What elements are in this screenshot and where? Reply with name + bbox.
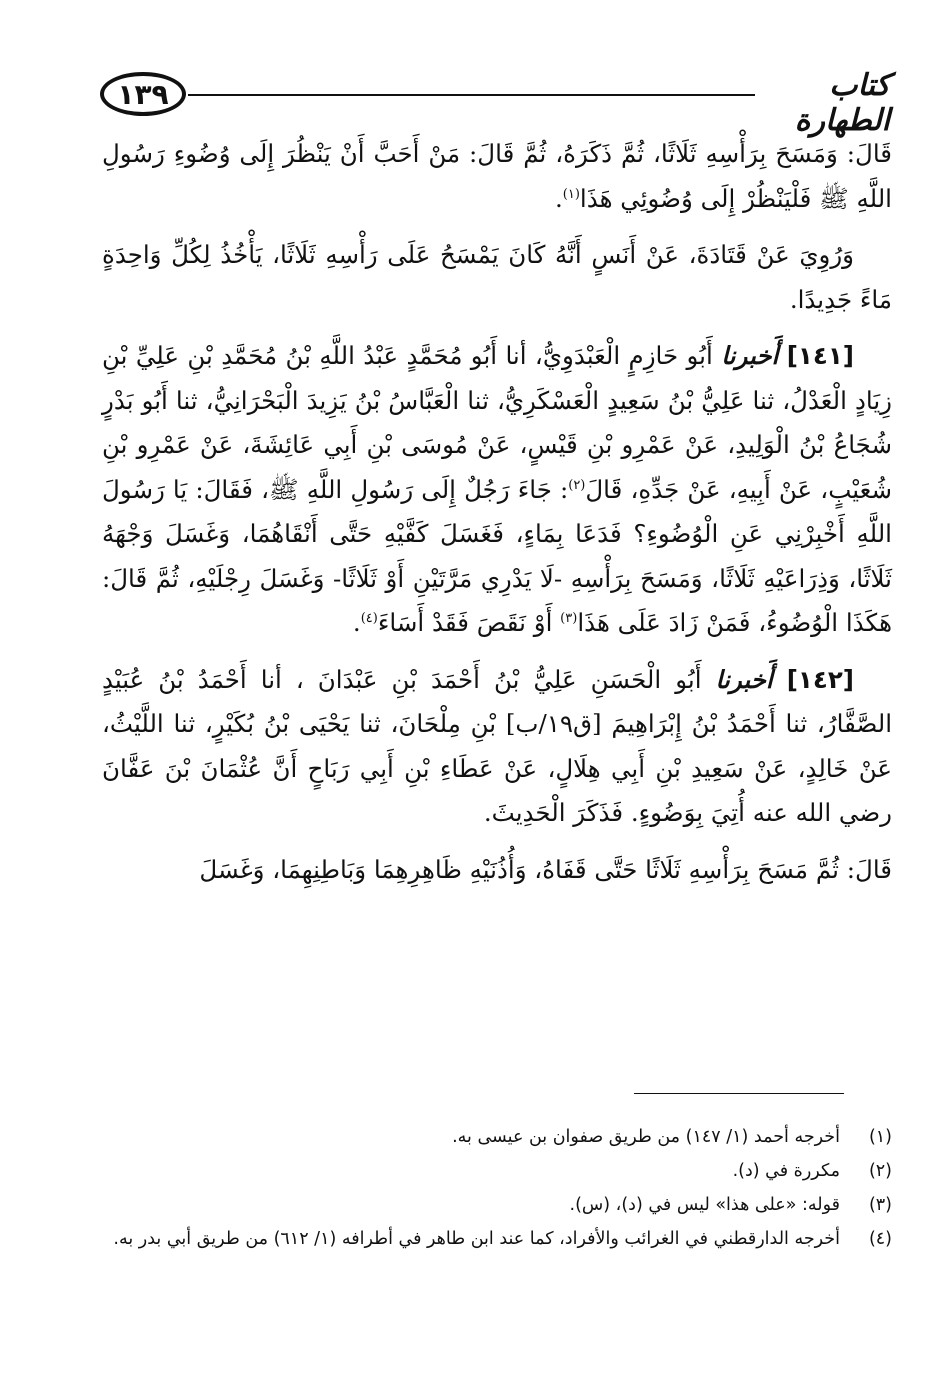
footnote-divider [634,1093,844,1094]
hadith-142: [١٤٢] أَخبرنا أَبُو الْحَسَنِ عَلِيُّ بْنُ أَحْمَدَ بْنِ عَبْدَانَ ، أنا أَحْمَدُ بْنُ عُبَيْدٍ الصَّفَّارُ، ثنا أَحْمَدُ بْنُ إِبْرَاهِيمَ [ق١٩/ب] بْنِ مِلْحَانَ، ثنا يَحْيَى بْنُ بُكَيْرٍ، ثنا اللَّيْثُ، عَنْ خَالِدٍ، عَنْ سَعِيدِ بْنِ أَبِي هِلَالٍ، عَنْ عَطَاءِ بْنِ أَبِي رَبَاحٍ أَنَّ عُثْمَانَ بْنَ عَفَّانَ رضي الله عنه أُتِيَ بِوَضُوءٍ. فَذَكَرَ الْحَدِيثَ. [102,664,893,827]
paragraph-5: قَالَ: ثُمَّ مَسَحَ بِرَأْسِهِ ثَلَاثًا حَتَّى قَفَاهُ، وَأُذُنَيْهِ ظَاهِرِهِمَا وَبَاطِنِهِمَا، وَغَسَلَ [199,854,892,884]
page-number: ١٣٩ [100,72,186,116]
hadith-lead: أَخبرنا [721,341,779,370]
running-title: كتاب الطهارة [794,68,890,138]
footnote-1: (١) أخرجه أحمد (١/ ١٤٧) من طريق صفوان بن عيسى به. [452,1127,892,1147]
hadith-141: [١٤١] أَخبرنا أَبُو حَازِمٍ الْعَبْدَوِيُّ، أنا أَبُو مُحَمَّدٍ عَبْدُ اللَّهِ بْنُ مُحَمَّدِ بْنِ عَلِيِّ بْنِ زِيَادٍ الْعَدْلُ، ثنا عَلِيُّ بْنُ سَعِيدٍ الْعَسْكَرِيُّ، ثنا الْعَبَّاسُ بْنُ يَزِيدَ الْبَحْرَانِيُّ، ثنا أَبُو بَدْرٍ شُجَاعُ بْنُ الْوَلِيدِ، عَنْ عَمْرِو بْنِ قَيْسٍ، عَنْ مُوسَى بْنِ أَبِي عَائِشَةَ، عَنْ عَمْرِو بْنِ شُعَيْبٍ، عَنْ أَبِيهِ، عَنْ جَدِّهِ، قَالَ$^{(٢)}$: جَاءَ رَجُلٌ إِلَى رَسُولِ اللَّهِ ﷺ، فَقَالَ: يَا رَسُولَ اللَّهِ أَخْبِرْنِي عَنِ الْوُضُوءِ؟ فَدَعَا بِمَاءٍ، فَغَسَلَ كَفَّيْهِ حَتَّى أَنْقَاهُمَا، وَغَسَلَ وَجْهَهُ ثَلَاثًا، وَذِرَاعَيْهِ ثَلَاثًا، وَمَسَحَ بِرَأْسِهِ -لَا يَدْرِي مَرَّتَيْنِ أَوْ ثَلَاثًا- وَغَسَلَ رِجْلَيْهِ، ثُمَّ قَالَ: هَكَذَا الْوُضُوءُ، فَمَنْ زَادَ عَلَى هَذَا$^{(٣)}$ أَوْ نَقَصَ فَقَدْ أَسَاءَ$^{(٤)}$. [102,341,892,637]
footnote-3: (٣) قوله: «على هذا» ليس في (د)، (س). [569,1195,892,1215]
hadith-number: [١٤٢] [786,664,854,694]
footnotes [102,1120,892,1256]
footnote-4: (٤) أخرجه الدارقطني في الغرائب والأفراد، كما عند ابن طاهر في أطرافه (١/ ٦١٢) من طريق أبي بدر به. [113,1229,892,1249]
footnote-ref-3: (٣) [560,610,578,626]
hadith-lead: أَخبرنا [715,664,773,694]
paragraph-2: وَرُوِيَ عَنْ قَتَادَةَ، عَنْ أَنَسٍ أَنَّهُ كَانَ يَمْسَحُ عَلَى رَأْسِهِ ثَلَاثًا، يَأْخُذُ لِكُلِّ وَاحِدَةٍ مَاءً جَدِيدًا. [102,240,892,314]
paragraph-1: قَالَ: وَمَسَحَ بِرَأْسِهِ ثَلَاثًا، ثُمَّ ذَكَرَهُ، ثُمَّ قَالَ: مَنْ أَحَبَّ أَنْ يَنْظُرَ إِلَى وُضُوءِ رَسُولِ اللَّهِ ﷺ فَلْيَنْظُرْ إِلَى وُضُوئِي هَذَا$^{(١)}$. [102,139,892,213]
footnote-2: (٢) مكررة في (د). [732,1161,892,1181]
footnote-ref-4: (٤) [360,610,378,626]
running-header [100,68,890,138]
header-rule [188,94,755,96]
hadith-number: [١٤١] [786,341,854,370]
footnote-ref-2: (٢) [568,477,586,493]
footnote-ref-1: (١) [562,186,580,202]
main-text [102,132,892,904]
